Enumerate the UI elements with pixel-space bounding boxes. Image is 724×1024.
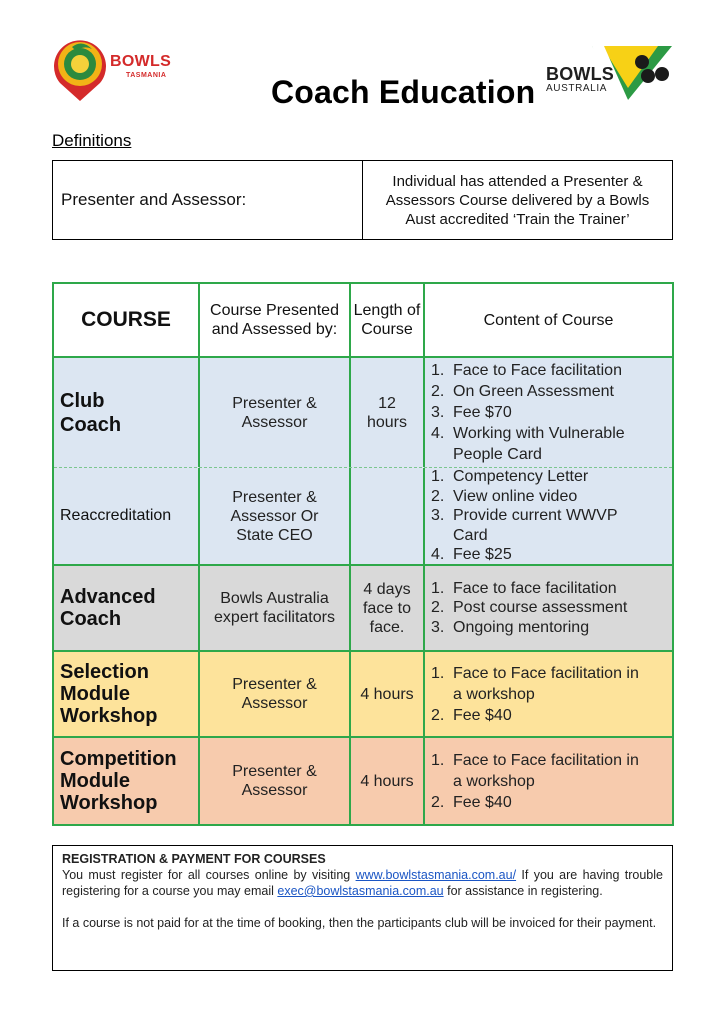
list-item: 1. Competency Letter (431, 468, 589, 486)
course-row-competition-module-workshop (54, 738, 672, 824)
left-logo-name: BOWLS (110, 53, 172, 70)
course-content-list (431, 663, 643, 726)
course-presenter: Presenter & Assessor Or State CEO (230, 488, 319, 544)
header-length: Length of Course (351, 284, 425, 356)
course-length: 4 days face to face. (362, 580, 412, 636)
list-item: 1. Face to Face facilitation in a workshop (431, 664, 639, 703)
header-presented-by: Course Presented and Assessed by: (200, 284, 351, 356)
course-name: Competition Module Workshop (60, 748, 177, 814)
header-content: Content of Course (483, 311, 614, 329)
list-item: 3. Provide current WWVP Card (431, 507, 618, 544)
definitions-table (52, 160, 673, 240)
list-item: 1. Face to Face facilitation in a workshop (431, 751, 639, 790)
course-content-list (431, 579, 627, 638)
list-item: 2. Fee $40 (431, 706, 512, 724)
registration-text: You must register for all courses online by visiting www.bowlstasmania.com.au/ If you are having trouble registering for a course you may email exec@bowlstasmania.com.au for assistance in registering. (62, 868, 663, 898)
course-row-advanced-coach (54, 566, 672, 652)
list-item: 4. Fee $25 (431, 546, 512, 564)
list-item: 1. Face to face facilitation (431, 579, 617, 597)
course-name: Selection Module Workshop (60, 661, 158, 727)
course-table-header (54, 284, 672, 358)
course-row-selection-module-workshop (54, 652, 672, 738)
list-item: 3. Fee $70 (431, 404, 512, 421)
registration-title: REGISTRATION & PAYMENT FOR COURSES (62, 852, 326, 866)
course-row-reaccreditation (54, 468, 672, 566)
course-presenter: Bowls Australia expert facilitators (214, 590, 335, 626)
bowls-tasmania-emblem-icon (52, 37, 108, 103)
payment-note: If a course is not paid for at the time of booking, then the participants club will be invoiced for their payment. (62, 916, 657, 930)
list-item: 2. Post course assessment (431, 599, 628, 617)
course-length: 4 hours (360, 685, 414, 703)
course-presenter: Presenter & Assessor (232, 394, 317, 431)
course-name: Reaccreditation (60, 507, 172, 524)
course-table (52, 282, 674, 826)
website-link[interactable]: www.bowlstasmania.com.au/ (355, 868, 517, 882)
list-item: 4. Working with Vulnerable People Card (431, 425, 625, 463)
list-item: 2. View online video (431, 487, 578, 505)
definition-description: Individual has attended a Presenter & Assessors Course delivered by a Bowls Aust accredited ‘Train the Trainer’ (385, 172, 650, 228)
course-name: Club Coach (60, 389, 122, 436)
registration-box (52, 845, 673, 971)
course-name: Advanced Coach (60, 586, 156, 630)
bowls-australia-logo (544, 44, 674, 102)
course-content-list (431, 360, 643, 465)
course-content-list (431, 750, 643, 813)
list-item: 1. Face to Face facilitation (431, 362, 622, 379)
right-logo-name: BOWLS (546, 64, 614, 84)
course-content-list (431, 467, 638, 565)
bowls-tasmania-logo (50, 35, 180, 105)
course-presenter: Presenter & Assessor (232, 676, 317, 712)
list-item: 2. Fee $40 (431, 793, 512, 811)
email-link[interactable]: exec@bowlstasmania.com.au (277, 884, 444, 898)
course-length: 12 hours (366, 394, 408, 431)
header-course: COURSE (54, 284, 200, 356)
definitions-heading: Definitions (52, 131, 132, 150)
list-item: 2. On Green Assessment (431, 383, 614, 400)
course-row-club-coach (54, 358, 672, 468)
definition-term: Presenter and Assessor: (53, 161, 363, 239)
page-title: Coach Education (271, 74, 536, 110)
course-length: 4 hours (360, 772, 414, 790)
list-item: 3. Ongoing mentoring (431, 618, 590, 636)
course-presenter: Presenter & Assessor (232, 763, 317, 799)
right-logo-sub: AUSTRALIA (546, 83, 607, 94)
left-logo-sub: TASMANIA (126, 72, 167, 79)
